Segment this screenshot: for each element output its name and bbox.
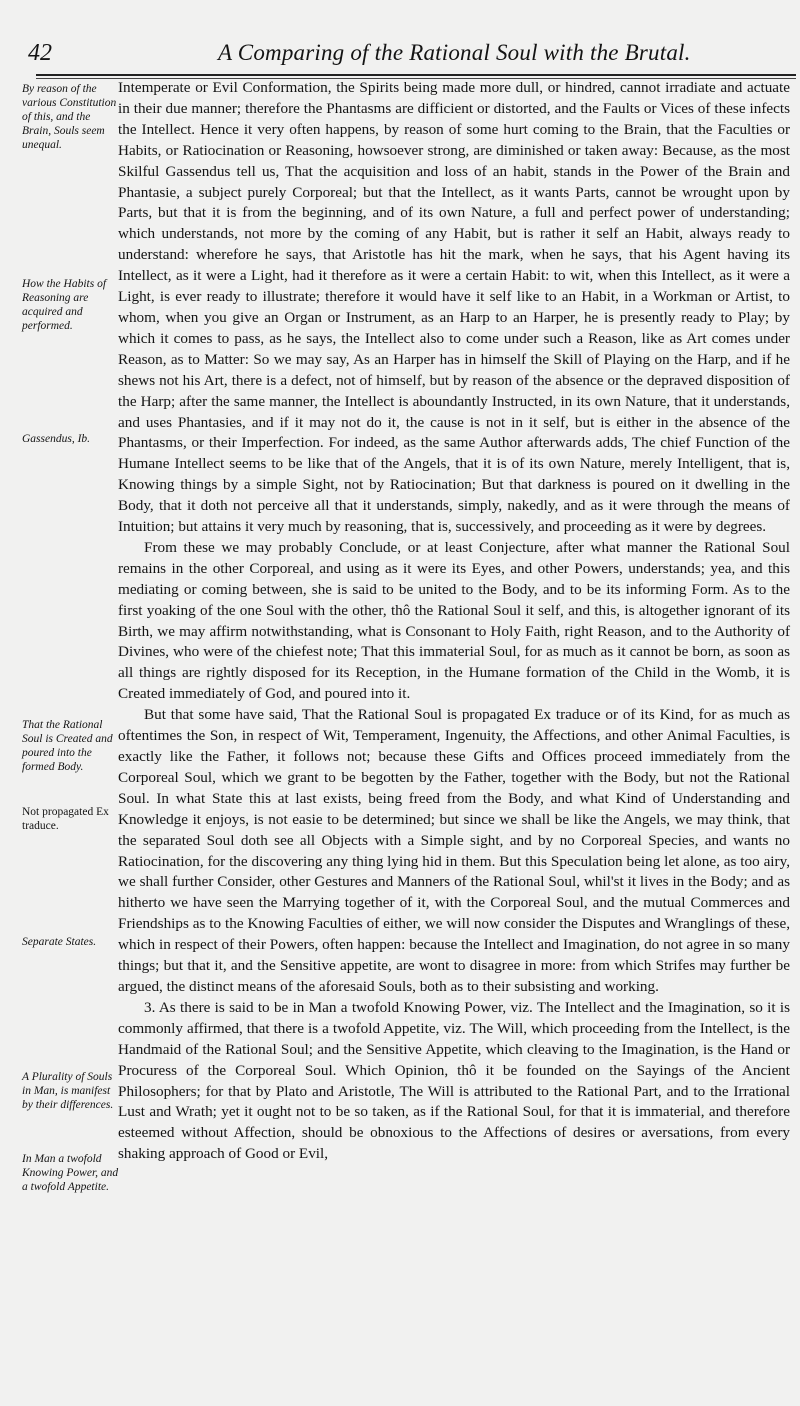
page-header	[28, 34, 788, 74]
paragraph: But that some have said, That the Rational Soul is propagated Ex traduce or of its Kind, for as much as oftentimes the Son, in respect of Wit, Temperament, Ingenuity, the Affections, and other Animal Faculties, is exactly like the Father, it follows not; because these Gifts and Offices proceed immediately from the Corporeal Soul, which we grant to be begotten by the Father, together with the Body, but not the Rational Soul. In what State this at last exists, being freed from the Body, and what Kind of Understanding and Knowledge it enjoys, is not easie to be determined; but since we shall be like the Angels, we may think, that the separated Soul doth see all Objects with a Simple sight, and by no Corporeal Species, and wants no Ratiocination, for the discovering any thing lying hid in them. But this Speculation being let alone, as too airy, we shall further Consider, other Gestures and Manners of the Rational Soul, whil'st it lives in the Body; and as hitherto we have seen the Marrying together of it, with the Corporeal Soul, and the mutual Commerces and Friendships as to the Knowing Faculties of either, we will now consider the Disputes and Wranglings of these, which in respect of their Powers, often happen: because the Intellect and Imagination, do not agree in so many things; but that it, and the Sensitive appetite, are wont to disagree in more: from which Strifes may further be argued, the distinct means of the aforesaid Souls, both as to their subsisting and working.	[118, 706, 790, 995]
paragraph: Intemperate or Evil Conformation, the Spirits being made more dull, or hindred, cannot irradiate and actuate in their due manner; therefore the Phantasms are difficient or distorted, and the Faults or Vices of these infects the Intellect. Hence it very often happens, by reason of some hurt coming to the Brain, that the Faculties or Habits, or Ratiocination or Reasoning, howsoever strong, are diminished or taken away: Because, as the most Skilful Gassendus tell us, That the acquisition and loss of an habit, stands in the Power of the Brain and Phantasie, a subject purely Corporeal; but that the Intellect, as it wants Parts, cannot be wrought upon by Parts, but that it is from the beginning, and of its own Nature, a full and perfect power of understanding; which understands, not more by the coming of any Habit, but is rather it self an Habit, always ready to understand: wherefore he says, that Aristotle has hit the mark, when he says, that his Agent having its Intellect, as it were a Light, had it therefore as it were a certain Habit: to wit, when this Intellect, as it were a Light, is ever ready to illustrate; therefore it would have it self like to an Habit, in a Workman or Artist, to whom, when you give an Organ or Instrument, as an Harp to an Harper, he is presently ready to Play; by which it comes to pass, as he says, the Intellect also to come under such a Reason, like as Art comes under Reason, as to Matter: So we may say, As an Harper has in himself the Skill of Playing on the Harp, and if he shews not his Art, there is a defect, not of himself, but by reason of the absence or the depraved disposition of the Harp; after the same manner, the Intellect is aboundantly Instructed, in its own Nature, that it understands, and uses Phantasies, and if it may not do it, the cause is not in it self, but is either in the absence of the Phantasms, or their Imperfection. For indeed, as the same Author afterwards adds, The chief Function of the Humane Intellect seems to be like that of the Angels, that it is of its own Nature, merely Intelligent, that is, Knowing things by a simple Sight, not by Ratiocination; But that darkness is poured on it dwelling in the Body, that it doth not perceive all that it understands, simply, nakedly, and as it were through the means of Intuition; but attains it very much by reasoning, that is, successively, and proceeding as it were by degrees.	[118, 79, 790, 536]
margin-note-soul-created: That the Rational Soul is Created and poured into the formed Body.	[22, 719, 113, 773]
margin-note-unequal-souls: By reason of the various Constitution of this, and the Brain, Souls seem unequal.	[22, 83, 117, 151]
margin-note-ex-traduce: Not propagated Ex traduce.	[22, 806, 109, 832]
header-rule	[36, 74, 796, 76]
main-text	[118, 78, 790, 1165]
margin-note-habits: How the Habits of Reasoning are acquired and performed.	[22, 278, 107, 332]
page-number: 42	[28, 40, 52, 66]
paragraph: 3. As there is said to be in Man a twofold Knowing Power, viz. The Intellect and the Imagination, so it is commonly affirmed, that there is a twofold Appetite, viz. The Will, which proceeding from the Intellect, is the Handmaid of the Rational Soul; and the Sensitive Appetite, which cleaving to the Imagination, is the Hand or Procuress of the Corporeal Soul. Which Opinion, thô it be founded on the Sayings of the Ancient Philosophers; for that by Plato and Aristotle, The Will is attributed to the Rational Part, and to the Irrational Lust and Wrath; yet it ought not to be so taken, as if the Rational Soul, for that it is immaterial, and therefore esteemed without Affection, should be obnoxious to the Affections of desires or aversations, from every shaking approach of Good or Evil,	[118, 998, 790, 1163]
running-title: A Comparing of the Rational Soul with the Brutal.	[218, 40, 691, 65]
margin-note-separate-states: Separate States.	[22, 936, 97, 948]
margin-note-gassendus: Gassendus, Ib.	[22, 433, 91, 445]
paragraph: From these we may probably Conclude, or at least Conjecture, after what manner the Rational Soul remains in the other Corporeal, and using as it were its Eyes, and other Powers, understands; yea, and this mediating or coming between, she is said to be united to the Body, and to be its informing Form. As to the first yoaking of the one Soul with the other, thô the Rational Soul it self, and this, is altogether ignorant of its Birth, we may affirm notwithstanding, what is Consonant to Holy Faith, right Reason, and to the Authority of Divines, who were of the chiefest note; That this immaterial Soul, for as much as it cannot be born, as soon as all things are rightly disposed for its Reception, in the Humane formation of the Child in the Womb, it is Created immediately of God, and poured into it.	[118, 538, 790, 703]
margin-note-plurality: A Plurality of Souls in Man, is manifest by their differences.	[22, 1071, 114, 1111]
margin-note-twofold: In Man a twofold Knowing Power, and a twofold Appetite.	[22, 1153, 119, 1193]
